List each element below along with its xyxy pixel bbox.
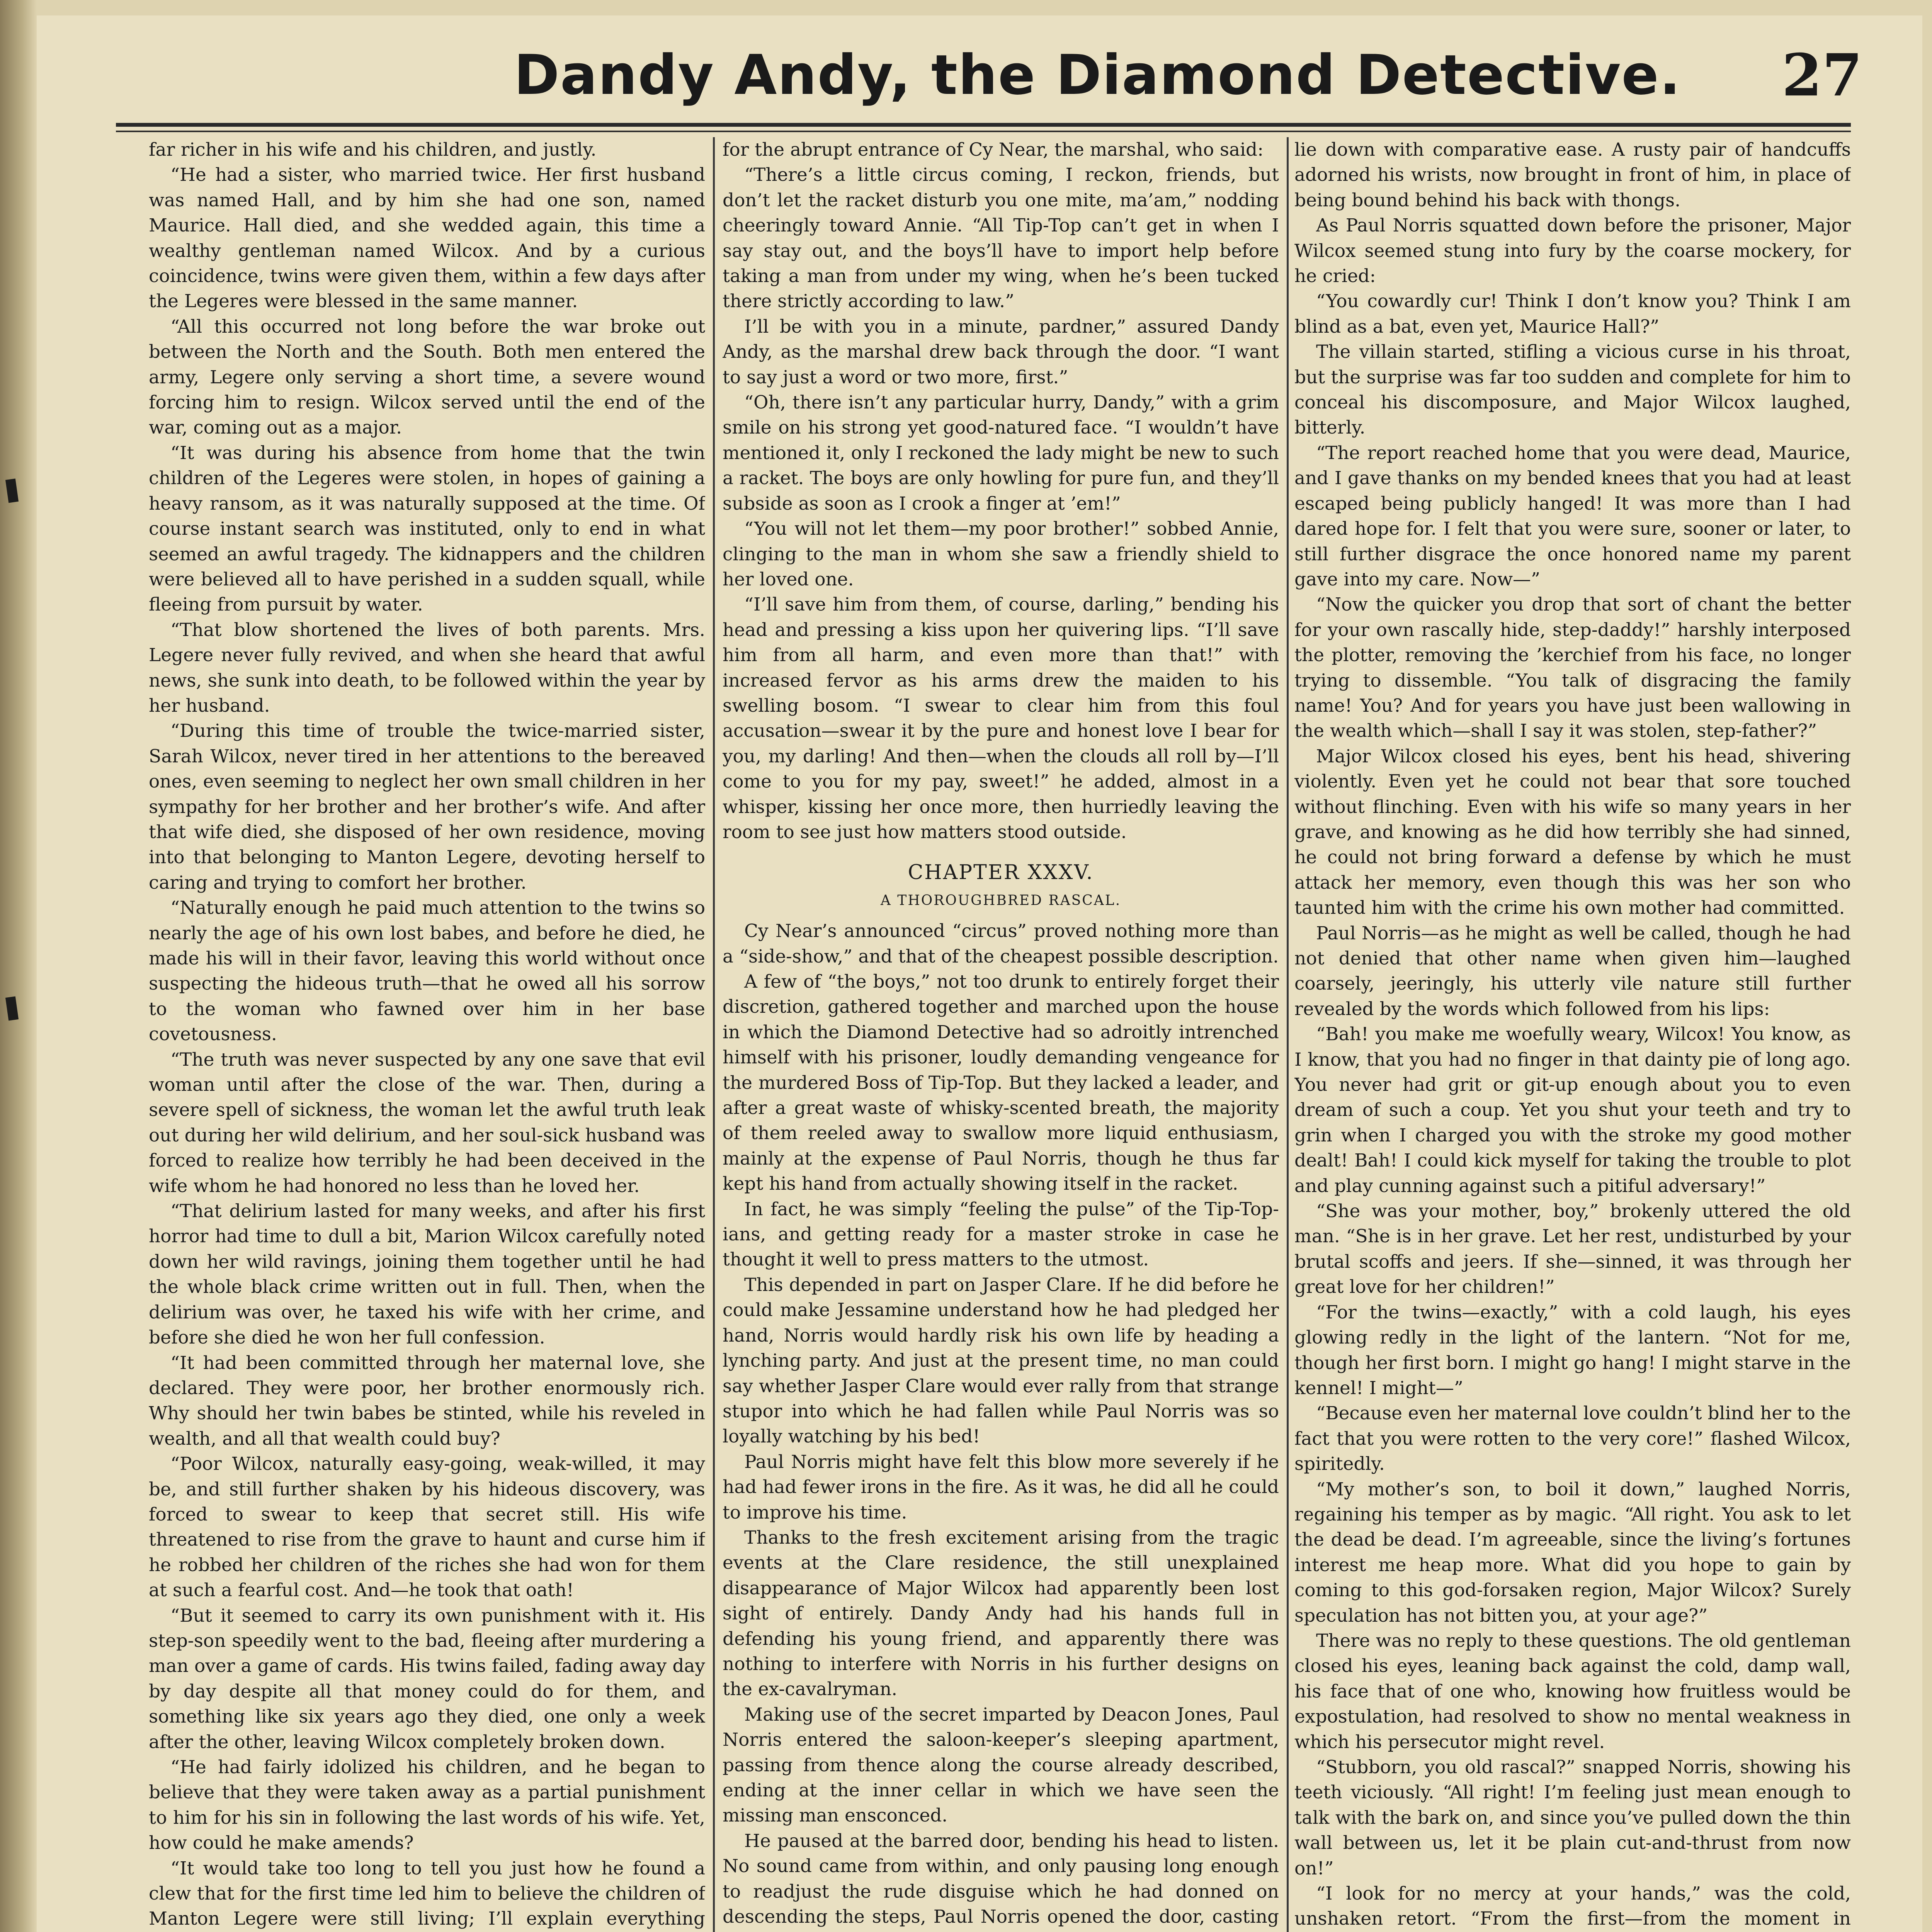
paragraph: “During this time of trouble the twice-married sister, Sarah Wilcox, never tired in her attentions to the bereaved ones, even seeming to neglect her own small children in her sympathy for her brother and her brother’s wife. And after that wife died, she disposed of her own residence, moving into that belonging to Manton Legere, devoting herself to caring and trying to comfort her brother. [149,720,705,893]
paragraph: “I look for no mercy at your hands,” was the cold, unshaken retort. “From the first—from the moment in [1294,1883,1851,1930]
chapter-subtitle: A THOROUGHBRED RASCAL. [880,892,1121,908]
paragraph: A few of “the boys,” not too drunk to entirely forget their discretion, gathered together and marched upon the house in which the Diamond Detective had so adroitly intrenched himself with his prisoner, loudly demanding vengeance for the murdered Boss of Tip-Top. But they lacked a leader, and after a great waste of whisky-scented breath, the majority of them reeled away to swallow more liquid enthusiasm, mainly at the expense of Paul Norris, though he thus far kept his hand from actually showing itself in the racket. [723,971,1279,1195]
paragraph: “There’s a little circus coming, I reckon, friends, but don’t let the racket disturb you one mite, ma’am,” nodding cheeringly toward Annie. “All Tip-Top can’t get in when I say stay out, and the boys’ll have to import help before taking a man from under my wing, when he’s been tucked there strictly according to law.” [723,164,1279,312]
paragraph: Making use of the secret imparted by Deacon Jones, Paul Norris entered the saloon-keeper’s sleeping apartment, passing from thence along the course already described, ending at the inner cellar in which we have seen the missing man ensconced. [723,1704,1279,1827]
paragraph: He paused at the barred door, bending his head to listen. No sound came from within, and only pausing long enough to readjust the rude disguise which he had donned on descending the steps, Paul Norris opened the door, casting [723,1830,1279,1928]
paragraph: “Stubborn, you old rascal?” snapped Norris, showing his teeth viciously. “All right! I’m feeling just mean enough to talk with the bark on, and since you’ve pulled down the thin wall between us, let it be plain cut-and-thrust from now on!” [1294,1757,1851,1879]
paragraph: “She was your mother, boy,” brokenly uttered the old man. “She is in her grave. Let her rest, undisturbed by your brutal scoffs and jeers. If she—sinned, it was through her great love for her children!” [1294,1201,1851,1298]
paragraph: “All this occurred not long before the war broke out between the North and the South. Both men entered the army, Legere only serving a short time, a severe wound forcing him to resign. Wilcox served until the end of the war, coming out as a major. [149,316,705,439]
paragraph: “It was during his absence from home that the twin children of the Legeres were stolen, in hopes of gaining a heavy ransom, as it was naturally supposed at the time. Of course instant search was instituted, only to end in what seemed an awful tragedy. The kidnappers and the children were believed all to have perished in a sudden squall, while fleeing from pursuit by water. [149,442,705,616]
page-gutter-shadow [0,0,37,1932]
column-divider [713,137,715,1932]
paragraph: In fact, he was simply “feeling the pulse” of the Tip-Top-ians, and getting ready for a master stroke in case he thought it well to press matters to the utmost. [723,1198,1279,1270]
paragraph: Paul Norris might have felt this blow more severely if he had had fewer irons in the fire. As it was, he did all he could to improve his time. [723,1451,1279,1523]
paragraph: “It had been committed through her maternal love, she declared. They were poor, her brother enormously rich. Why should her twin babes be stinted, while his reveled in wealth, and all that wealth could buy? [149,1352,705,1449]
page-number: 27 [1782,41,1862,109]
header-rule-thin [116,131,1851,132]
paragraph: “It would take too long to tell you just how he found a clew that for the first time led him to believe the children of Manton Legere were still living; I’ll explain everything [149,1857,705,1930]
paragraph: I’ll be with you in a minute, pardner,” assured Dandy Andy, as the marshal drew back through the door. “I want to say just a word or two more, first.” [723,316,1279,388]
paragraph: “The report reached home that you were dead, Maurice, and I gave thanks on my bended knees that you had at least escaped being publicly hanged! It was more than I had dared hope for. I felt that you were sure, sooner or later, to still further disgrace the once honored name my parent gave into my care. Now—” [1294,442,1851,590]
paragraph: far richer in his wife and his children, and justly. [149,139,597,160]
page-header [116,37,1862,118]
paragraph: “Bah! you make me woefully weary, Wilcox! You know, as I know, that you had no finger in that dainty pie of long ago. You never had grit or git-up enough about you to even dream of such a coup. Yet you shut your teeth and try to grin when I charged you with the stroke my good mother dealt! Bah! I could kick myself for taking the trouble to plot and play cunning against such a pitiful adversary!” [1294,1024,1851,1197]
paragraph: Thanks to the fresh excitement arising from the tragic events at the Clare residence, the still unexplained disappearance of Major Wilcox had apparently been lost sight of entirely. Dandy Andy had his hands full in defending his young friend, and apparently there was nothing to interfere with Norris in his further designs on the ex-cavalryman. [723,1527,1279,1700]
column-divider [1287,137,1289,1932]
paragraph: “You will not let them—my poor brother!” sobbed Annie, clinging to the man in whom she saw a friendly shield to her loved one. [723,518,1279,590]
paragraph: As Paul Norris squatted down before the prisoner, Major Wilcox seemed stung into fury by the coarse mockery, for he cried: [1294,215,1851,287]
paragraph: “My mother’s son, to boil it down,” laughed Norris, regaining his temper as by magic. “All right. You ask to let the dead be dead. I’m agreeable, since the living’s fortunes interest me heap more. What did you hope to gain by coming to this god-forsaken region, Major Wilcox? Surely speculation has not bitten you, at your age?” [1294,1478,1851,1626]
paragraph: “Because even her maternal love couldn’t blind her to the fact that you were rotten to the very core!” flashed Wilcox, spiritedly. [1294,1403,1851,1475]
paragraph: “You cowardly cur! Think I don’t know you? Think I am blind as a bat, even yet, Maurice Hall?” [1294,291,1851,337]
paragraph: “But it seemed to carry its own punishment with it. His step-son speedily went to the bad, fleeing after murdering a man over a game of cards. His twins failed, fading away day by day despite all that money could do for them, and something like six years ago they died, one only a week after the other, leaving Wilcox completely broken down. [149,1605,705,1753]
paragraph: “Oh, there isn’t any particular hurry, Dandy,” with a grim smile on his strong yet good-natured face. “I wouldn’t have mentioned it, only I reckoned the lady might be new to such a racket. The boys are only howling for pure fun, and they’ll subside as soon as I crook a finger at ’em!” [723,392,1279,514]
text-column-2 [723,137,1279,1932]
paragraph: “Now the quicker you drop that sort of chant the better for your own rascally hide, step-daddy!” harshly interposed the plotter, removing the ’kerchief from his face, no longer trying to dissemble. “You talk of disgracing the family name! You? And for years you have just been wallowing in the wealth which—shall I say it was stolen, step-father?” [1294,594,1851,742]
paragraph: “He had a sister, who married twice. Her first husband was named Hall, and by him she had one son, named Maurice. Hall died, and she wedded again, this time a wealthy gentleman named Wilcox. And by a curious coincidence, twins were given them, within a few days after the Legeres were blessed in the same manner. [149,164,705,312]
paragraph: “Naturally enough he paid much attention to the twins so nearly the age of his own lost babes, and before he died, he made his will in their favor, leaving this world without once suspecting the hideous truth—that he owed all his sorrow to the woman who fawned over him in her base covetousness. [149,897,705,1045]
paragraph: “I’ll save him from them, of course, darling,” bending his head and pressing a kiss upon her quivering lips. “I’ll save him from all harm, and even more than that!” with increased fervor as his arms drew the maiden to his swelling bosom. “I swear to clear him from this foul accusation—swear it by the pure and honest love I bear for you, my darling! And then—when the clouds all roll by—I’ll come to you for my pay, sweet!” he added, almost in a whisper, kissing her once more, then hurriedly leaving the room to see just how matters stood outside. [723,594,1279,843]
paragraph: for the abrupt entrance of Cy Near, the marshal, who said: [723,139,1264,160]
paragraph: “For the twins—exactly,” with a cold laugh, his eyes glowing redly in the light of the lantern. “Not for me, though her first born. I might go hang! I might starve in the kennel! I might—” [1294,1301,1851,1399]
paragraph: There was no reply to these questions. The old gentleman closed his eyes, leaning back against the cold, damp wall, his face that of one who, knowing how fruitless would be expostulation, had resolved to show no mental weakness in which his persecutor might revel. [1294,1630,1851,1753]
paragraph: This depended in part on Jasper Clare. If he did before he could make Jessamine understand how he had pledged her hand, Norris would hardly risk his own life by heading a lynching party. And just at the present time, no man could say whether Jasper Clare would ever rally from that strange stupor into which he had fallen while Paul Norris was so loyally watching by his bed! [723,1274,1279,1447]
header-rule [116,123,1851,127]
page-title: Dandy Andy, the Diamond Detective. [514,43,1681,107]
paragraph: “He had fairly idolized his children, and he began to believe that they were taken away as a partial punishment to him for his sin in following the last words of his wife. Yet, how could he make amends? [149,1757,705,1854]
paragraph: “That delirium lasted for many weeks, and after his first horror had time to dull a bit, Marion Wilcox carefully noted down her wild ravings, joining them together until he had the whole black crime written out in full. Then, when the delirium was over, he taxed his wife with her crime, and before she died he won her full confession. [149,1201,705,1349]
text-column-3 [1294,137,1851,1932]
chapter-title: CHAPTER XXXV. [908,861,1094,884]
paragraph: Major Wilcox closed his eyes, bent his head, shivering violently. Even yet he could not bear that sore touched without flinching. Even with his wife so many years in her grave, and knowing as he did how terribly she had sinned, he could not bring forward a defense by which he must attack her memory, even though this was her son who taunted him with the crime his own mother had committed. [1294,745,1851,919]
text-column-1 [149,137,705,1932]
paragraph: The villain started, stifling a vicious curse in his throat, but the surprise was far too sudden and complete for him to conceal his discomposure, and Major Wilcox laughed, bitterly. [1294,341,1851,439]
paragraph: “The truth was never suspected by any one save that evil woman until after the close of the war. Then, during a severe spell of sickness, the woman let the awful truth leak out during her wild delirium, and her soul-sick husband was forced to realize how terribly he had been deceived in the wife whom he had honored no less than he loved her. [149,1049,705,1197]
paragraph: Paul Norris—as he might as well be called, though he had not denied that other name when given him—laughed coarsely, jeeringly, his utterly vile nature still further revealed by the words which followed from his lips: [1294,922,1851,1020]
paragraph: lie down with comparative ease. A rusty pair of handcuffs adorned his wrists, now brought in front of him, in place of being bound behind his back with thongs. [1294,139,1851,211]
paragraph: “That blow shortened the lives of both parents. Mrs. Legere never fully revived, and when she heard that awful news, she sunk into death, to be followed within the year by her husband. [149,619,705,716]
paragraph: Cy Near’s announced “circus” proved nothing more than a “side-show,” and that of the cheapest possible description. [723,920,1279,967]
paragraph: “Poor Wilcox, naturally easy-going, weak-willed, it may be, and still further shaken by his hideous discovery, was forced to swear to keep that secret still. His wife threatened to rise from the grave to haunt and curse him if he robbed her children of the riches she had won for them at such a fearful cost. And—he took that oath! [149,1453,705,1601]
